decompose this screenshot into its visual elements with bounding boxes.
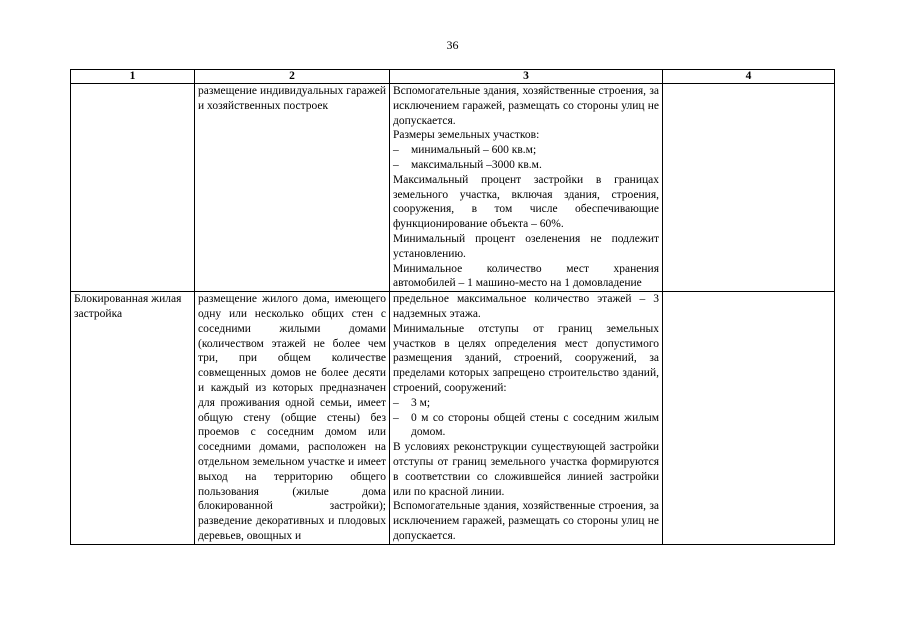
row2-col3-list-item: [393, 411, 659, 441]
row1-col3-para: Максимальный процент застройки в границах земельного участка, включая здания, строения, сооружения, в том числе обеспечивающие функционирование объекта – 60%.: [393, 173, 659, 231]
header-col-3: 3: [390, 70, 663, 84]
row1-col3: [390, 84, 663, 292]
row1-col4: [663, 84, 835, 292]
row2-col4: [663, 292, 835, 545]
list-item-text: максимальный –3000 кв.м.: [411, 158, 542, 171]
row2-col2: размещение жилого дома, имеющего одну или несколько общих стен с соседними жилыми домами (количеством этажей не более чем три, при общем количестве совмещенных домов не более десяти и каждый из которых предназначен для проживания одной семьи, имеет общую стену (общие стены) без проемов с соседним домом или соседними домами, расположен на отдельном земельном участке и имеет выход на территорию общего пользования (жилые дома блокированной застройки); разведение декоративных и плодовых деревьев, овощных и: [195, 292, 390, 545]
header-col-4: 4: [663, 70, 835, 84]
header-col-2: 2: [195, 70, 390, 84]
row1-col3-list-item: [393, 158, 659, 173]
row1-col2: размещение индивидуальных гаражей и хозяйственных построек: [195, 84, 390, 292]
zoning-table: [70, 69, 835, 545]
row1-col3-list-item: [393, 143, 659, 158]
row2-col3-list-item: [393, 396, 659, 411]
row2-col3-para: Вспомогательные здания, хозяйственные строения, за исключением гаражей, размещать со стороны улиц не допускается.: [393, 500, 659, 542]
row1-col1: [71, 84, 195, 292]
dash-marker: –: [393, 411, 399, 424]
row2-col1: Блокированная жилая застройка: [71, 292, 195, 545]
table-row: [71, 84, 835, 292]
list-item-text: 0 м со стороны общей стены с соседним жилым домом.: [411, 411, 659, 439]
row2-col3-para: Минимальные отступы от границ земельных участков в целях определения мест допустимого размещения зданий, строений, сооружений, за пределами которых запрещено строительство зданий, строений, сооружений:: [393, 322, 659, 394]
dash-marker: –: [393, 158, 399, 171]
list-item-text: 3 м;: [411, 396, 431, 409]
row2-col3-para: предельное максимальное количество этажей – 3 надземных этажа.: [393, 293, 659, 320]
row2-col3-para: В условиях реконструкции существующей застройки отступы от границ земельного участка формируются в соответствии со сложившейся линией застройки или по красной линии.: [393, 441, 659, 498]
dash-marker: –: [393, 396, 399, 409]
row1-col3-para: Размеры земельных участков:: [393, 129, 540, 142]
row2-col3: [390, 292, 663, 545]
header-col-1: 1: [71, 70, 195, 84]
row1-col3-para: Вспомогательные здания, хозяйственные строения, за исключением гаражей, размещать со стороны улиц не допускается.: [393, 85, 659, 127]
table-row: [71, 292, 835, 545]
row1-col3-para: Минимальное количество мест хранения автомобилей – 1 машино-место на 1 домовладение: [393, 262, 659, 290]
list-item-text: минимальный – 600 кв.м;: [411, 144, 537, 157]
table-header-row: [71, 70, 835, 84]
dash-marker: –: [393, 144, 399, 157]
page-number: 36: [446, 38, 459, 52]
row1-col3-para: Минимальный процент озеленения не подлежит установлению.: [393, 232, 659, 260]
